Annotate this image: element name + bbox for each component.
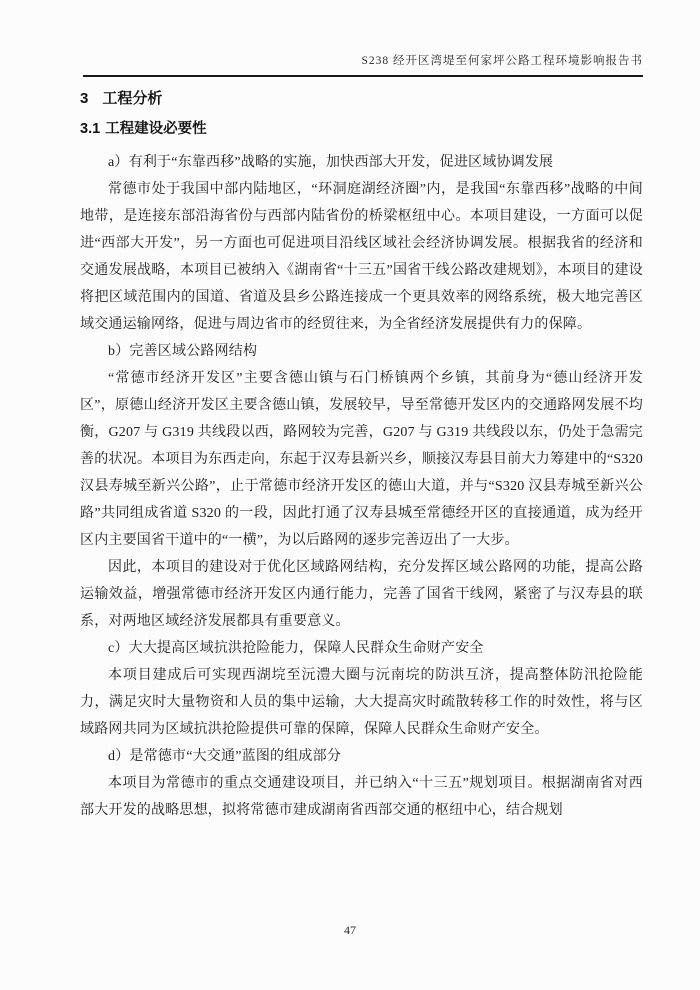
body-text: [80, 149, 643, 824]
paragraph: 因此，本项目的建设对于优化区域路网结构，充分发挥区域公路网的功能，提高公路运输效益，增强常德市经济开发区内通行能力，完善了国省干线网，紧密了与汉寿县的联系，对两地区域经济发展都具有重要意义。: [80, 560, 643, 629]
subsection-number: 3.1: [80, 121, 101, 137]
report-header-title: S238 经开区湾堤至何家坪公路工程环境影响报告书: [361, 55, 643, 67]
paragraph-item-c: c）大大提高区域抗洪抢险能力，保障人民群众生命财产安全: [108, 641, 484, 656]
section-number: 3: [80, 90, 89, 107]
paragraph: 常德市处于我国中部内陆地区，“环洞庭湖经济圈”内，是我国“东靠西移”战略的中间地带，是连接东部沿海省份与西部内陆省份的桥梁枢纽中心。本项目建设，一方面可以促进“西部大开发”，另一方面也可促进项目沿线区域社会经济协调发展。根据我省的经济和交通发展战略，本项目已被纳入《湖南省“十三五”国省干线公路改建规划》，本项目的建设将把区域范围内的国道、省道及县乡公路连接成一个更具效率的网络系统，极大地完善区域交通运输网络，促进与周边省市的经贸往来，为全省经济发展提供有力的保障。: [80, 182, 643, 332]
paragraph-item-d: d）是常德市“大交通”蓝图的组成部分: [108, 749, 342, 764]
paragraph: 本项目建成后可实现西湖垸至沅澧大圈与沅南垸的防洪互济，提高整体防汛抢险能力，满足灾时大量物资和人员的集中运输，大大提高灾时疏散转移工作的时效性，将与区域路网共同为区域抗洪抢险提供可靠的保障，保障人民群众生命财产安全。: [80, 668, 643, 737]
paragraph: “常德市经济开发区”主要含德山镇与石门桥镇两个乡镇，其前身为“德山经济开发区”，原德山经济开发区主要含德山镇，发展较早，导至常德开发区内的交通路网发展不均衡，G207 与 G319 共线段以西，路网较为完善，G207 与 G319 共线段以东，仍处于急需完善的状况。本项目为东西走向，东起于汉寿县新兴乡，顺接汉寿县目前大力筹建中的“S320 汉县寿城至新兴公路”，止于常德市经济开发区的德山大道，并与“S320 汉县寿城至新兴公路”共同组成省道 S320 的一段，因此打通了汉寿县城至常德经开区的直接通道，成为经开区内主要国省干道中的“一横”，为以后路网的逐步完善迈出了一大步。: [80, 371, 643, 548]
page-number: 47: [344, 923, 356, 937]
section-title: 工程分析: [102, 90, 163, 107]
subsection-heading: [80, 118, 643, 140]
paragraph-item-a: a）有利于“东靠西移”战略的实施，加快西部大开发，促进区域协调发展: [108, 155, 554, 170]
report-header: [83, 52, 643, 77]
page-footer: [0, 923, 700, 938]
section-heading: [80, 88, 643, 110]
page-content: [80, 88, 643, 824]
paragraph: 本项目为常德市的重点交通建设项目，并已纳入“十三五”规划项目。根据湖南省对西部大开发的战略思想，拟将常德市建成湖南省西部交通的枢纽中心，结合规划: [80, 776, 643, 818]
paragraph-item-b: b）完善区域公路网结构: [108, 344, 258, 359]
subsection-title: 工程建设必要性: [105, 121, 207, 137]
